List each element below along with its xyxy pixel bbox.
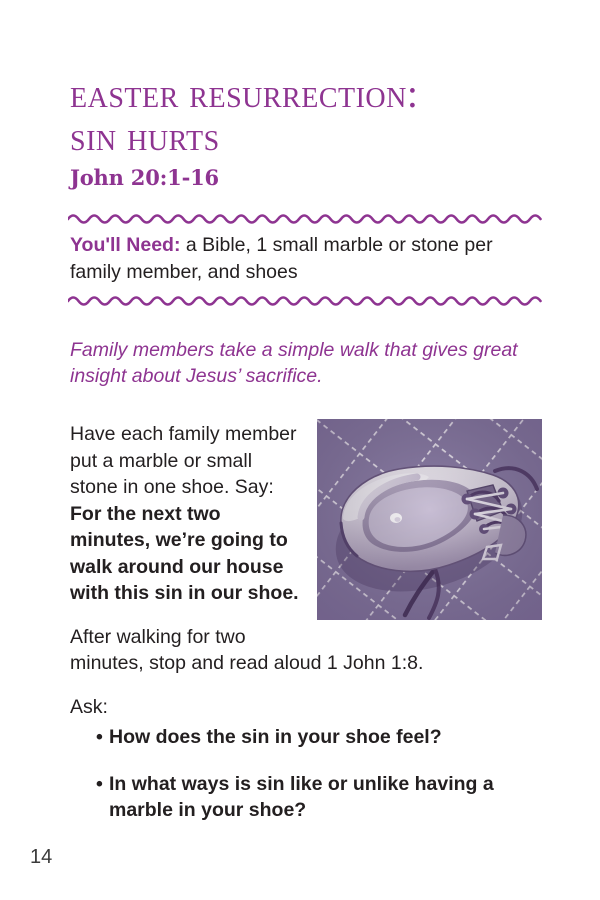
photo-text-wrap-spacer [302, 421, 542, 627]
ask-label: Ask: [70, 696, 108, 718]
wavy-divider-top-icon [68, 210, 542, 224]
instruction-say-quote: For the next two minutes, we’re going to walk around our house with this sin in our shoe. [70, 502, 299, 604]
list-item [96, 771, 546, 823]
supplies-text: a Bible, 1 small marble or stone per family member, and shoes [70, 234, 493, 283]
bullet-icon: • [96, 726, 103, 748]
supplies-label: You'll Need: [70, 234, 181, 256]
title-line-1: easter resurrection: [70, 71, 419, 116]
page-title [70, 72, 550, 158]
scripture-reference: John 20:1-16 [70, 165, 219, 190]
supplies-line [70, 232, 548, 286]
list-item [96, 724, 546, 750]
activity-summary: Family members take a simple walk that gives great insight about Jesus’ sacrifice. [70, 339, 518, 387]
instruction-plain-text: Have each family member put a marble or small stone in one shoe. Say: [70, 423, 297, 498]
bullet-icon: • [96, 773, 103, 795]
instructions-block [70, 421, 542, 677]
question-list [96, 724, 546, 823]
instruction-paragraph-2: After walking for two minutes, stop and read aloud 1 John 1:8. [70, 625, 424, 674]
question-text: In what ways is sin like or unlike having a marble in your shoe? [109, 773, 494, 821]
wavy-divider-bottom-icon [68, 292, 542, 306]
title-line-2: sin hurts [70, 114, 220, 159]
question-text: How does the sin in your shoe feel? [109, 726, 442, 748]
page-number: 14 [30, 846, 53, 868]
